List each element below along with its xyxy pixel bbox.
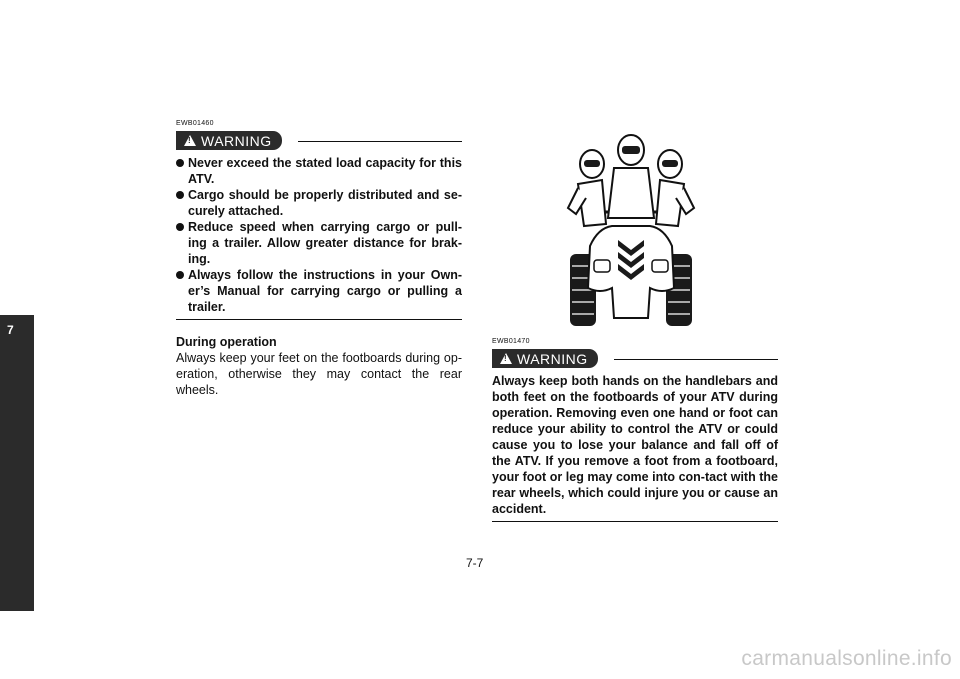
chapter-number: 7 <box>7 323 14 337</box>
warning-code: EWB01460 <box>176 120 214 127</box>
warning-rule <box>614 359 778 360</box>
section-text: Always keep your feet on the footboards during op-eration, otherwise they may contact the rear wheels. <box>176 351 462 397</box>
right-column <box>492 338 778 522</box>
left-column <box>176 120 462 398</box>
warning-bullet: Reduce speed when carrying cargo or pull-ing a trailer. Allow greater distance for brak-ing. <box>176 219 462 267</box>
warning-bullet-list <box>176 155 462 315</box>
warning-triangle-icon: ! <box>184 135 196 146</box>
warning-label: WARNING <box>517 350 588 367</box>
watermark: carmanualsonline.info <box>741 647 952 670</box>
warning-code: EWB01470 <box>492 338 530 345</box>
warning-body <box>492 369 778 522</box>
chapter-tab <box>0 315 34 611</box>
warning-bullet: Never exceed the stated load capacity for this ATV. <box>176 155 462 187</box>
section-heading: During operation <box>176 335 277 349</box>
warning-body <box>176 151 462 320</box>
warning-label: WARNING <box>201 132 272 149</box>
atv-riders-illustration <box>562 128 700 330</box>
warning-badge <box>176 131 282 150</box>
page-number: 7-7 <box>466 556 484 570</box>
warning-triangle-icon: ! <box>500 353 512 364</box>
warning-header <box>492 349 778 369</box>
warning-text: Always keep both hands on the handlebars and both feet on the footboards of your ATV during operation. Removing even one hand or foot can reduce your ability to control the ATV or could cause you to lose your balance and fall off of the ATV. If you remove a foot from a footboard, your foot or leg may come into con-tact with the rear wheels, which could injure you or cause an accident. <box>492 374 778 516</box>
warning-bullet: Always follow the instructions in your Own-er’s Manual for carrying cargo or pulling a trailer. <box>176 267 462 315</box>
warning-rule <box>298 141 462 142</box>
warning-bullet: Cargo should be properly distributed and se-curely attached. <box>176 187 462 219</box>
warning-badge <box>492 349 598 368</box>
warning-header <box>176 131 462 151</box>
